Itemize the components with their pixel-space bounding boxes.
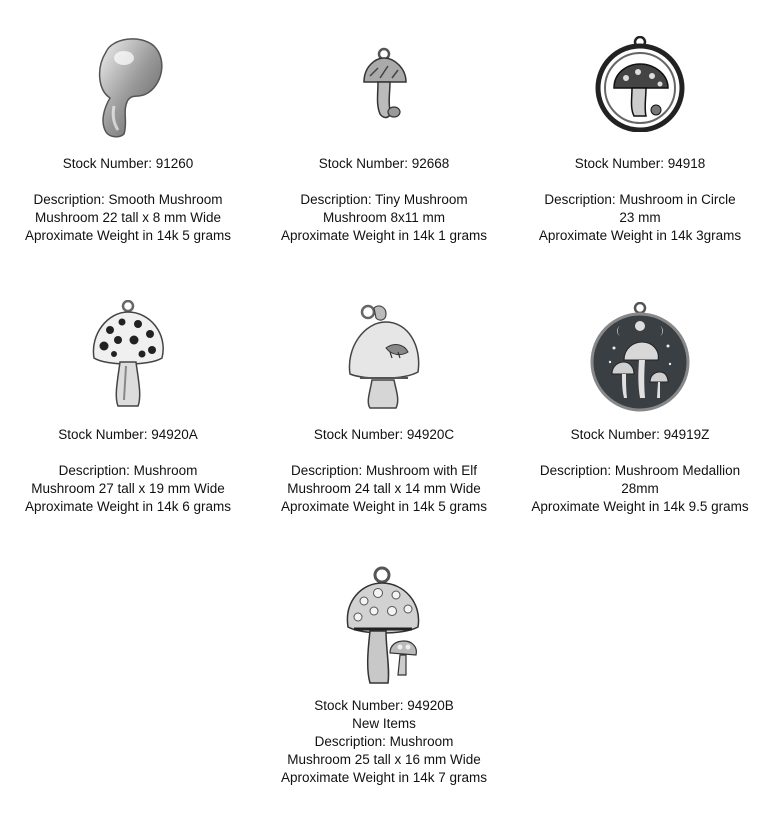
weight: Aproximate Weight in 14k 5 grams <box>24 228 232 243</box>
description: Description: Mushroom in Circle <box>544 192 736 207</box>
new-items-note: New Items <box>352 716 416 731</box>
description: Description: Mushroom Medallion <box>539 463 741 478</box>
product-item-94920a <box>0 0 256 530</box>
description: Description: Mushroom <box>58 463 198 478</box>
stock-number: Stock Number: 92668 <box>318 156 450 171</box>
weight: Aproximate Weight in 14k 3grams <box>538 228 742 243</box>
spotted-mushroom-charm-image <box>88 300 168 412</box>
size: Mushroom 22 tall x 8 mm Wide <box>34 210 222 225</box>
description: Description: Mushroom <box>314 734 454 749</box>
product-item-94920b <box>256 0 512 800</box>
description: Description: Smooth Mushroom <box>33 192 223 207</box>
description: Description: Mushroom with Elf <box>290 463 478 478</box>
stock-number: Stock Number: 94919Z <box>570 427 710 442</box>
description: Description: Tiny Mushroom <box>300 192 468 207</box>
size: Mushroom 8x11 mm <box>322 210 446 225</box>
mushroom-medallion-charm-image <box>590 302 690 416</box>
stock-number: Stock Number: 91260 <box>62 156 194 171</box>
size: 28mm <box>621 481 659 496</box>
size: 23 mm <box>619 210 661 225</box>
weight: Aproximate Weight in 14k 6 grams <box>24 499 232 514</box>
product-item-94919z <box>512 0 768 530</box>
cluster-mushroom-charm-image <box>342 565 426 689</box>
stock-number: Stock Number: 94920C <box>313 427 455 442</box>
weight: Aproximate Weight in 14k 9.5 grams <box>531 499 749 514</box>
size: Mushroom 25 tall x 16 mm Wide <box>287 752 481 767</box>
size: Mushroom 27 tall x 19 mm Wide <box>31 481 225 496</box>
stock-number: Stock Number: 94918 <box>574 156 706 171</box>
weight: Aproximate Weight in 14k 5 grams <box>280 499 488 514</box>
size: Mushroom 24 tall x 14 mm Wide <box>287 481 481 496</box>
weight: Aproximate Weight in 14k 7 grams <box>280 770 488 785</box>
stock-number: Stock Number: 94920B <box>314 698 454 713</box>
weight: Aproximate Weight in 14k 1 grams <box>280 228 488 243</box>
stock-number: Stock Number: 94920A <box>58 427 198 442</box>
